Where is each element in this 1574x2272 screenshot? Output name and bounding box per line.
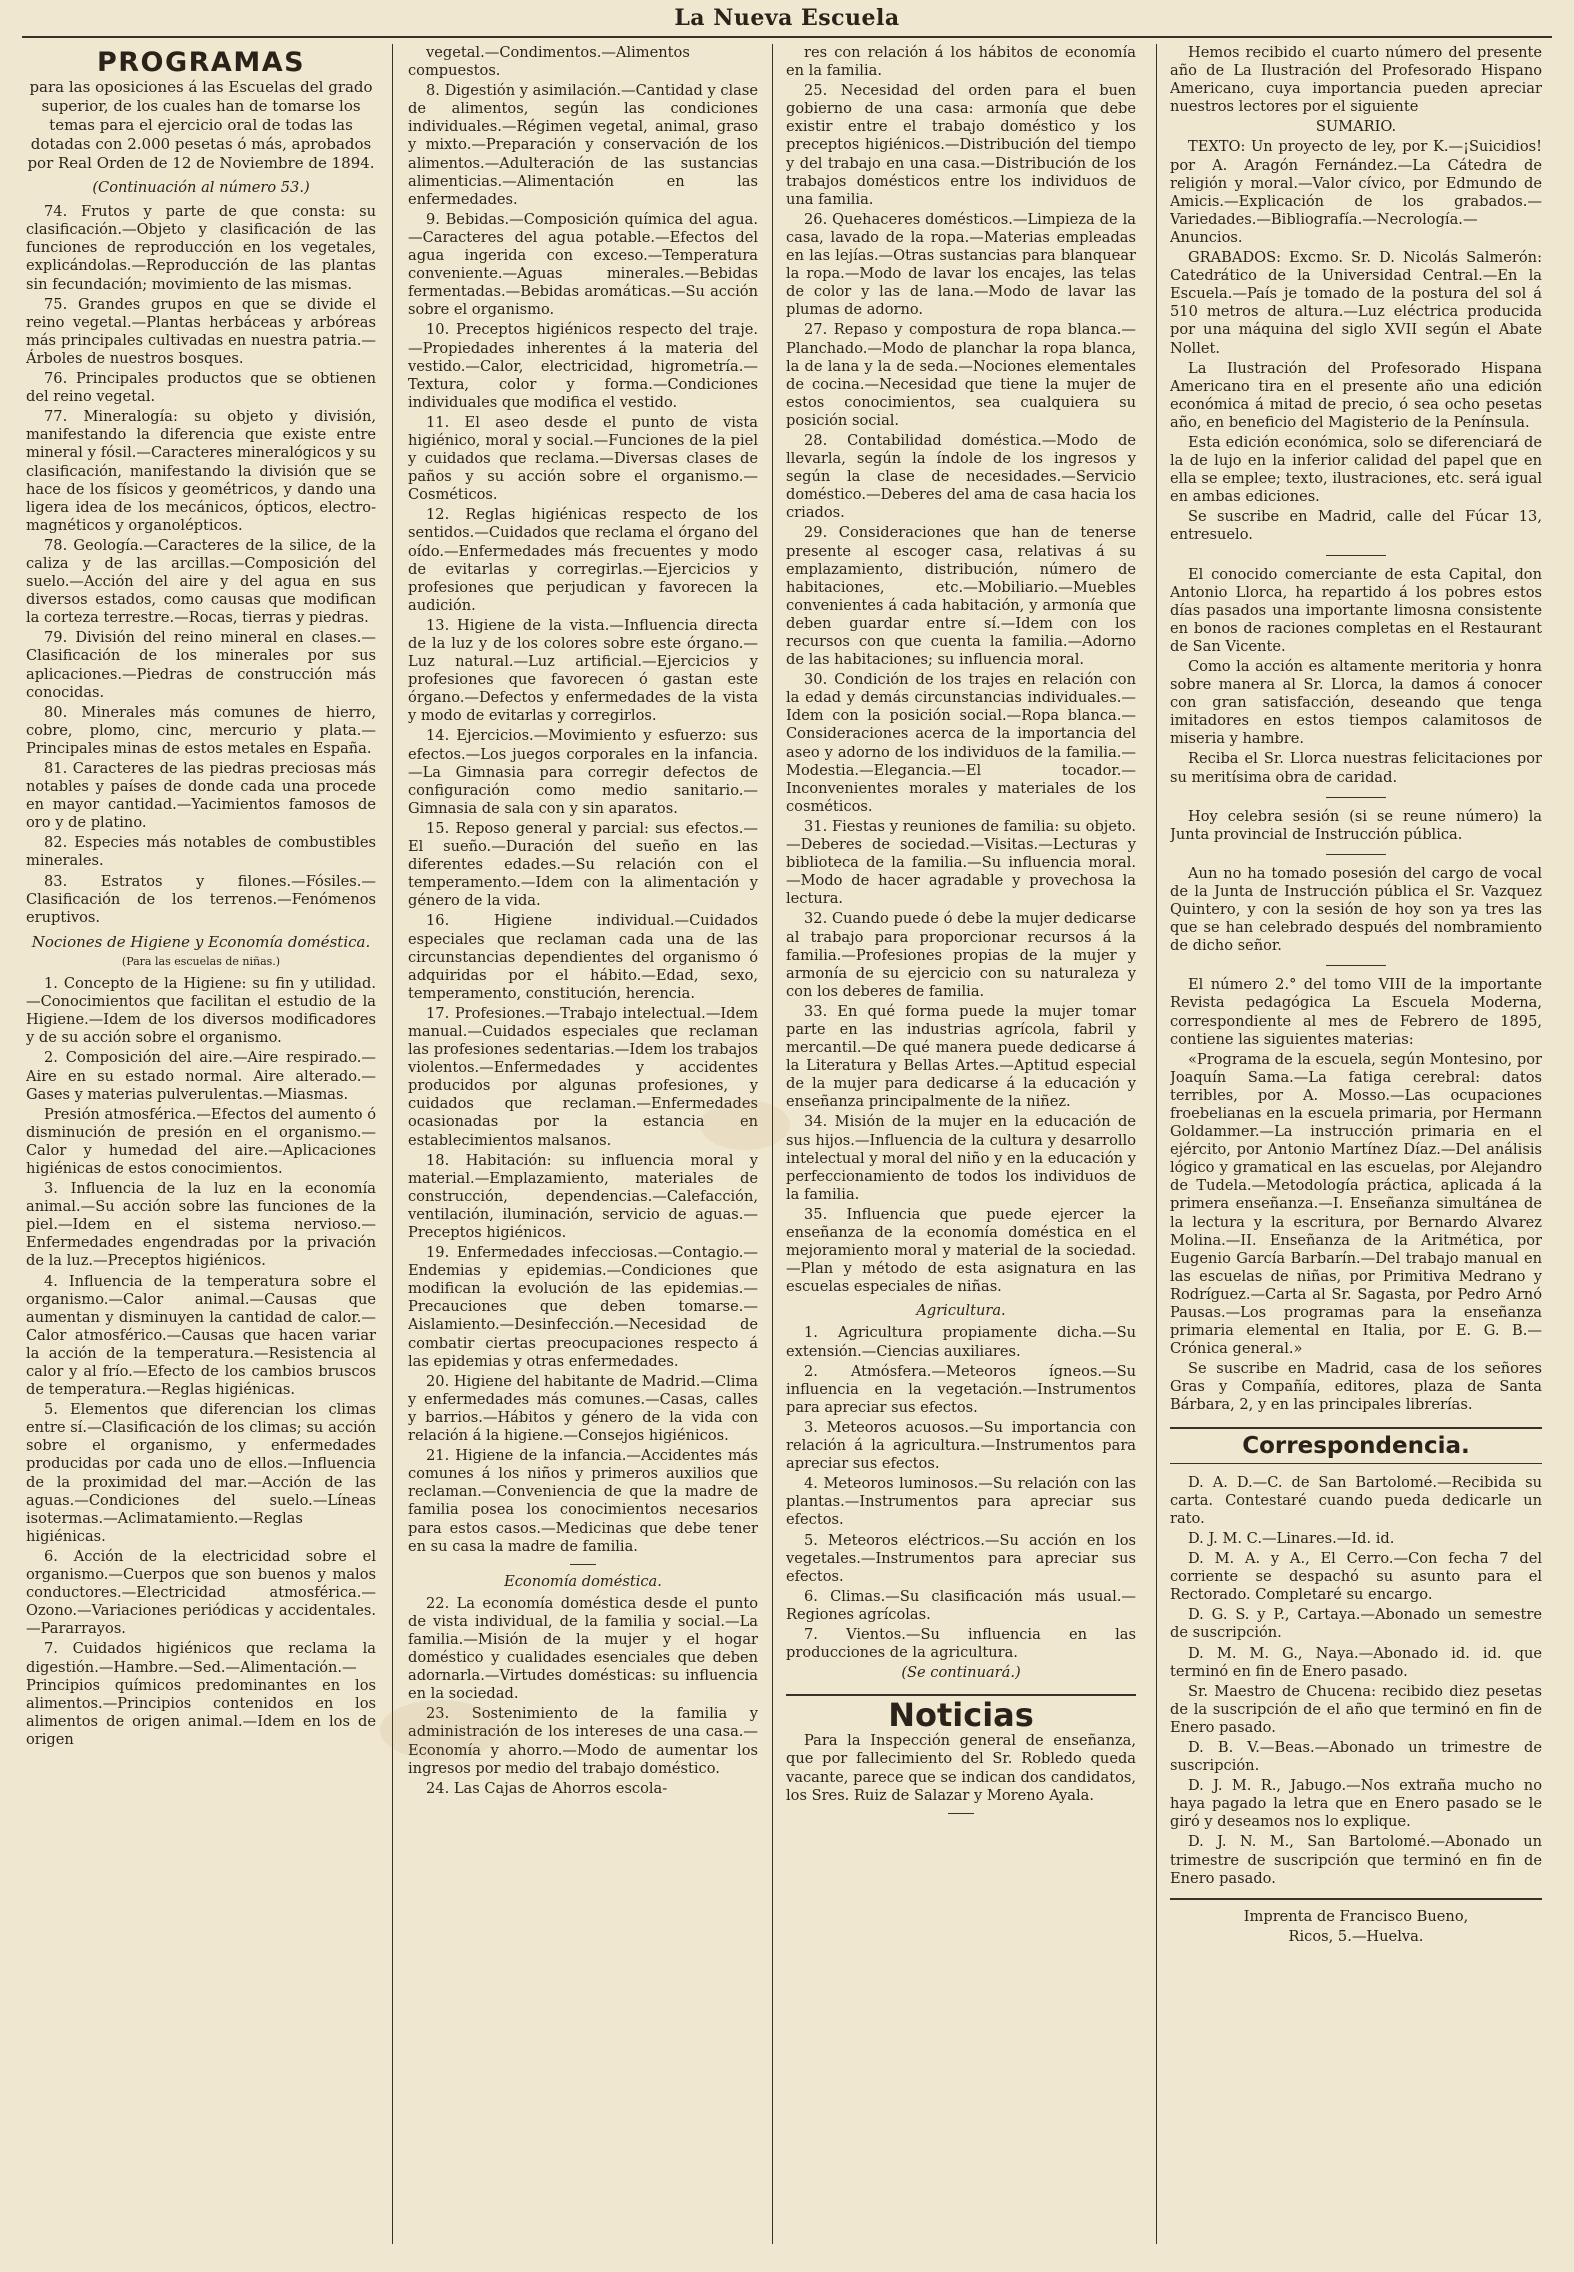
section-heading-higiene: Nociones de Higiene y Economía doméstica. <box>31 932 371 951</box>
correspondence-item: Sr. Maestro de Chucena: recibido diez pesetas de la suscripción de el año que terminó en fin de Enero pasado. <box>1170 1682 1542 1736</box>
list-item: 7. Vientos.—Su influencia en las producciones de la agricultura. <box>786 1625 1136 1662</box>
list-item: 20. Higiene del habitante de Madrid.—Clima y enfermedades más comunes.—Casas, calles y barrios.—Hábitos y género de la vida con relación á la higiene.—Consejos higiénicos. <box>408 1372 758 1445</box>
list-item: 22. La economía doméstica desde el punto de vista individual, de la familia y social.—La familia.—Misión de la mujer y el hogar doméstico y cualidades esenciales que deben adornarla.—Virtudes domésticas: su influencia en la sociedad. <box>408 1594 758 1703</box>
section-heading-agricultura: Agricultura. <box>916 1302 1006 1320</box>
news-paragraph: La Ilustración del Profesorado Hispana Americano tira en el presente año una edición económica á mitad de precio, ó sea ocho pesetas año, en beneficio del Magisterio de la Península. <box>1170 359 1542 431</box>
list-item: 17. Profesiones.—Trabajo intelectual.—Idem manual.—Cuidados especiales que reclaman las profesiones sedentarias.—Idem los trabajos violentos.—Enfermedades y accidentes producidos por algunas profesiones, y cuidados que reclaman.—Enfermedades ocasionadas por la estancia en establecimientos malsanos. <box>408 1004 758 1149</box>
list-item: 34. Misión de la mujer en la educación de sus hijos.—Influencia de la cultura y desarrollo intelectual y moral del niño y en la educación y perfeccionamiento de todos los individuos de la familia. <box>786 1113 1136 1203</box>
list-item: 80. Minerales más comunes de hierro, cobre, plomo, cinc, mercurio y plata.—Principales minas de estos metales en España. <box>26 703 376 757</box>
list-item: 18. Habitación: su influencia moral y material.—Emplazamiento, materiales de construcción, dependencias.—Calefacción, ventilación, iluminación, servicio de aguas.—Preceptos higiénicos. <box>408 1151 758 1241</box>
list-item: 4. Influencia de la temperatura sobre el organismo.—Calor animal.—Causas que aumentan y disminuyen la cantidad de calor.—Calor atmosférico.—Causas que hacen variar la acción de la temperatura.—Resistencia al calor y al frío.—Efecto de los cambios bruscos de temperatura.—Reglas higiénicas. <box>26 1272 376 1399</box>
correspondence-item: D. J. M. C.—Linares.—Id. id. <box>1188 1529 1395 1547</box>
news-paragraph: «Programa de la escuela, según Montesino, por Joaquín Sama.—La fatiga cerebral: datos terribles, por A. Mosso.—Las ocupaciones froebelianas en la escuela primaria, por Hermann Goldammer.—La instrucción primaria en el ejército, por Antonio Martínez Díaz.—Del análisis lógico y gramatical en las escuelas, por Alejandro de Tudela.—Metodología práctica, aplicada á la primera enseñanza.—I. Enseñanza simultánea de la lectura y la escritura, por Bernardo Alvarez Molina.—II. Enseñanza de la Aritmética, por Eugenio García Barbarín.—Del trabajo manual en las escuelas de niñas, por Primitiva Medrano y Rodríguez.—Carta al Sr. Sagasta, por Pedro Arnó Pausas.—Los programas para la enseñanza primaria elemental en Italia, por E. G. B.—Crónica general.» <box>1170 1050 1542 1358</box>
section-rule <box>1326 797 1386 798</box>
list-item: 29. Consideraciones que han de tenerse presente al escoger casa, relativas á su emplazamiento, distribución, número de habitaciones, etc.—Mobiliario.—Muebles convenientes á cada habitación, y armonía que deben guardar entre sí.—Idem con los recursos con que cuenta la familia.—Adorno de las habitaciones; su influencia moral. <box>786 524 1136 669</box>
correspondencia-heading: Correspondencia. <box>1170 1427 1542 1464</box>
list-item: 81. Caracteres de las piedras preciosas más notables y países de donde cada una procede en mayor cantidad.—Yacimientos famosos de oro y de platino. <box>26 760 376 832</box>
list-item: 31. Fiestas y reuniones de familia: su objeto.—Deberes de sociedad.—Visitas.—Lecturas y biblioteca de la familia.—Su influencia moral.—Modo de hacer agradable y provechosa la lectura. <box>786 817 1136 908</box>
continued-note: (Se continuará.) <box>901 1664 1021 1682</box>
list-item: 23. Sostenimiento de la familia y administración de los intereses de una casa.—Economía y ahorro.—Modo de aumentar los ingresos por medio del trabajo doméstico. <box>408 1705 758 1777</box>
news-paragraph: Hemos recibido el cuarto número del presente año de La Ilustración del Profesorado Hispano Americano, cuya importancia pueden apreciar nuestros lectores por el siguiente <box>1170 44 1542 116</box>
list-item: 13. Higiene de la vista.—Influencia directa de la luz y de los colores sobre este órgano.—Luz natural.—Luz artificial.—Ejercicios y profesiones que favorecen ó gastan este órgano.—Defectos y enfermedades de la vista y modo de evitarlas y corregirlos. <box>408 616 758 725</box>
list-item: 12. Reglas higiénicas respecto de los sentidos.—Cuidados que reclama el órgano del oído.—Enfermedades más frecuentes y modo de evitarlas y corregirlas.—Ejercicios y profesiones que perjudican y favorecen la audición. <box>408 506 758 614</box>
continuation-note: (Continuación al número 53.) <box>92 179 310 197</box>
list-item: 74. Frutos y parte de que consta: su clasificación.—Objeto y clasificación de las funciones de reproducción en los vegetales, explicándolas.—Reproducción de las plantas sin fecundación; movimiento de las mismas. <box>26 203 376 293</box>
list-item: Presión atmosférica.—Efectos del aumento ó disminución de presión en el organismo.—Calor y humedad del aire.—Aplicaciones higiénicas de estos conocimientos. <box>26 1105 376 1177</box>
list-item: 5. Meteoros eléctricos.—Su acción en los vegetales.—Instrumentos para apreciar sus efectos. <box>786 1531 1136 1585</box>
section-rule <box>1326 854 1386 855</box>
column-4 <box>1170 44 1542 2244</box>
correspondence-item: D. G. S. y P., Cartaya.—Abonado un semestre de suscripción. <box>1170 1606 1542 1642</box>
news-paragraph: TEXTO: Un proyecto de ley, por K.—¡Suicidios! por A. Aragón Fernández.—La Cátedra de religión y moral.—Valor cívico, por Edmundo de Amicis.—Explicación de los grabados.—Variedades.—Bibliografía.—Necrología.—Anuncios. <box>1170 138 1542 246</box>
sumario-heading: SUMARIO. <box>1315 118 1397 136</box>
correspondence-item: D. A. D.—C. de San Bartolomé.—Recibida su carta. Contestaré cuando pueda dedicarle un rato. <box>1170 1473 1542 1527</box>
imprint-line: Imprenta de Francisco Bueno, <box>1170 1898 1542 1926</box>
list-item: 14. Ejercicios.—Movimiento y esfuerzo: sus efectos.—Los juegos corporales en la infancia.—La Gimnasia para corregir defectos de configuración como medio sanitario.—Gimnasia de sala con y sin aparatos. <box>408 727 758 817</box>
correspondence-item: D. B. V.—Beas.—Abonado un trimestre de suscripción. <box>1170 1738 1542 1775</box>
correspondence-item: D. M. M. G., Naya.—Abonado id. id. que terminó en fin de Enero pasado. <box>1170 1644 1542 1680</box>
list-item: 11. El aseo desde el punto de vista higiénico, moral y social.—Funciones de la piel y cuidados que reclama.—Diversas clases de paños y su acción sobre el organismo.—Cosméticos. <box>408 413 758 504</box>
column-1 <box>26 44 376 2244</box>
news-paragraph: Como la acción es altamente meritoria y honra sobre manera al Sr. Llorca, la damos á conocer con gran satisfacción, deseando que tenga imitadores en estos tiempos calamitosos de miseria y hambre. <box>1170 658 1542 748</box>
list-item: 83. Estratos y filones.—Fósiles.—Clasificación de los terrenos.—Fenómenos eruptivos. <box>26 872 376 926</box>
list-item: 27. Repaso y compostura de ropa blanca.—Planchado.—Modo de planchar la ropa blanca, la de lana y la de seda.—Nociones elementales de cocina.—Necesidad que tiene la mujer de estos conocimientos, sea cualquiera su posición social. <box>786 321 1136 429</box>
noticias-heading: Noticias <box>786 1694 1136 1724</box>
list-item: 7. Cuidados higiénicos que reclama la digestión.—Hambre.—Sed.—Alimentación.—Principios químicos predominantes en los alimentos.—Principios contenidos en los alimentos de origen animal.—Idem en los de origen <box>26 1640 376 1748</box>
list-item: 24. Las Cajas de Ahorros escola- <box>426 1779 668 1797</box>
masthead-rule <box>22 36 1552 38</box>
news-paragraph: Aun no ha tomado posesión del cargo de vocal de la Junta de Instrucción pública el Sr. Vazquez Quintero, y con la sesión de hoy son ya tres las que se han celebrado después del nombramiento de dicho señor. <box>1170 864 1542 955</box>
list-item: 8. Digestión y asimilación.—Cantidad y clase de alimentos, según las condiciones individuales.—Régimen vegetal, animal, graso y mixto.—Preparación y conservación de los alimentos.—Adulteración de las sustancias alimenticias.—Alimentación en las enfermedades. <box>408 82 758 208</box>
news-paragraph: GRABADOS: Excmo. Sr. D. Nicolás Salmerón: Catedrático de la Universidad Central.—En la Escuela.—País je tomado de la postura del sol á 510 metros de altura.—Luz eléctrica producida por una máquina del siglo XVII según el Abate Nollet. <box>1170 249 1542 357</box>
list-item: 16. Higiene individual.—Cuidados especiales que reclaman cada una de las circunstancias dependientes del organismo ó adquiridas por el hábito.—Edad, sexo, temperamento, constitución, herencia. <box>408 912 758 1002</box>
list-item: 3. Meteoros acuosos.—Su importancia con relación á la agricultura.—Instrumentos para apreciar sus efectos. <box>786 1418 1136 1473</box>
section-rule <box>1326 555 1386 556</box>
list-item: vegetal.—Condimentos.—Alimentos compuestos. <box>408 44 690 80</box>
programas-heading: PROGRAMAS <box>96 47 306 78</box>
column-2 <box>408 44 758 2244</box>
column-divider <box>1156 44 1157 2244</box>
correspondence-item: D. M. A. y A., El Cerro.—Con fecha 7 del corriente se despachó su asunto para el Rectorado. Completaré su encargo. <box>1170 1550 1542 1604</box>
news-paragraph: Hoy celebra sesión (si se reune número) la Junta provincial de Instrucción pública. <box>1170 807 1542 843</box>
list-item: 5. Elementos que diferencian los climas entre sí.—Clasificación de los climas; su acción sobre el organismo, y enfermedades producidas por cada uno de ellos.—Influencia de la proximidad del mar.—Acción de las aguas.—Condiciones del suelo.—Líneas isotermas.—Aclimatamiento.—Reglas higiénicas. <box>26 1401 376 1545</box>
section-subnote: (Para las escuelas de niñas.) <box>121 954 281 968</box>
list-item: 25. Necesidad del orden para el buen gobierno de una casa: armonía que debe existir entre el trabajo doméstico y los preceptos higiénicos.—Distribución del tiempo y del trabajo en una casa.—Distribución de los trabajos domésticos entre los individuos de una familia. <box>786 82 1136 208</box>
list-item: 4. Meteoros luminosos.—Su relación con las plantas.—Instrumentos para apreciar sus efectos. <box>786 1475 1136 1529</box>
list-item: 1. Agricultura propiamente dicha.—Su extensión.—Ciencias auxiliares. <box>786 1324 1136 1360</box>
news-paragraph: Esta edición económica, solo se diferenciará de la de lujo en la inferior calidad del papel que en ella se emplee; texto, ilustraciones, etc. será igual en ambas ediciones. <box>1170 433 1542 506</box>
list-item: 3. Influencia de la luz en la economía animal.—Su acción sobre las funciones de la piel.—Idem en el sistema nervioso.—Enfermedades engendradas por la privación de la luz.—Preceptos higiénicos. <box>26 1180 376 1270</box>
list-item: 26. Quehaceres domésticos.—Limpieza de la casa, lavado de la ropa.—Materias empleadas en las lejías.—Otras sustancias para blanquear la ropa.—Modo de lavar los encajes, las telas de color y las de lana.—Modo de lavar las plumas de adorno. <box>786 210 1136 319</box>
list-item: 28. Contabilidad doméstica.—Modo de llevarla, según la índole de los ingresos y según la clase de necesidades.—Servicio doméstico.—Deberes del ama de casa hacia los criados. <box>786 431 1136 522</box>
section-heading-economia: Economía doméstica. <box>504 1572 662 1590</box>
news-paragraph: El número 2.° del tomo VIII de la importante Revista pedagógica La Escuela Moderna, correspondiente al mes de Febrero de 1895, contiene las siguientes materias: <box>1170 976 1542 1048</box>
list-item: 6. Acción de la electricidad sobre el organismo.—Cuerpos que son buenos y malos conductores.—Electricidad atmosférica.—Ozono.—Variaciones periódicas y accidentales.—Pararrayos. <box>26 1547 376 1638</box>
list-item: 82. Especies más notables de combustibles minerales. <box>26 834 376 870</box>
list-item: 21. Higiene de la infancia.—Accidentes más comunes á los niños y primeros auxilios que reclaman.—Conveniencia de que la madre de familia posea los conocimientos necesarios para estos casos.—Medicinas que debe tener en su casa la madre de familia. <box>408 1447 758 1555</box>
list-item: res con relación á los hábitos de economía en la familia. <box>786 44 1136 80</box>
list-item: 77. Mineralogía: su objeto y división, manifestando la diferencia que existe entre mineral y fósil.—Caracteres mineralógicos y su clasificación, manifestando la división que se hace de los físicos y geométricos, y dando una ligera idea de los mecánicos, ópticos, electro-magnéticos y organolépticos. <box>26 408 376 534</box>
list-item: 78. Geología.—Caracteres de la silice, de la caliza y de las arcillas.—Composición del suelo.—Acción del aire y del agua en sus diversos estados, como causas que modifican la corteza terrestre.—Rocas, tierras y piedras. <box>26 536 376 627</box>
list-item: 30. Condición de los trajes en relación con la edad y demás circunstancias individuales.—Idem con la posición social.—Ropa blanca.—Consideraciones acerca de la importancia del aseo y adorno de los individuos de la familia.—Modestia.—Elegancia.—El tocador.—Inconvenientes morales y materiales de los cosméticos. <box>786 671 1136 815</box>
section-rule <box>570 1564 596 1565</box>
list-item: 2. Composición del aire.—Aire respirado.—Aire en su estado normal. Aire alterado.—Gases y materias pulverulentas.—Miasmas. <box>26 1049 376 1103</box>
masthead-title: La Nueva Escuela <box>674 5 900 31</box>
imprint-address: Ricos, 5.—Huelva. <box>1288 1927 1424 1945</box>
news-paragraph: Para la Inspección general de enseñanza, que por fallecimiento del Sr. Robledo queda vacante, parece que se indican dos candidatos, los Sres. Ruiz de Salazar y Moreno Ayala. <box>786 1732 1136 1804</box>
column-3 <box>786 44 1136 2244</box>
list-item: 2. Atmósfera.—Meteoros ígneos.—Su influencia en la vegetación.—Instrumentos para apreciar sus efectos. <box>786 1362 1136 1416</box>
list-item: 76. Principales productos que se obtienen del reino vegetal. <box>26 370 376 406</box>
section-rule <box>948 1813 974 1814</box>
list-item: 9. Bebidas.—Composición química del agua.—Caracteres del agua potable.—Efectos del agua ingerida con exceso.—Temperatura conveniente.—Aguas minerales.—Bebidas fermentadas.—Bebidas aromáticas.—Su acción sobre el organismo. <box>408 210 758 319</box>
column-divider <box>772 44 773 2244</box>
section-rule <box>1326 965 1386 966</box>
list-item: 33. En qué forma puede la mujer tomar parte en las industrias agrícola, fabril y mercantil.—De qué manera puede dedicarse á la Literatura y Bellas Artes.—Aptitud especial de la mujer para dedicarse á la educación y enseñanza principalmente de la niñez. <box>786 1002 1136 1111</box>
list-item: 1. Concepto de la Higiene: su fin y utilidad.—Conocimientos que facilitan el estudio de la Higiene.—Idem de los diversos modificadores y de su acción sobre el organismo. <box>26 975 376 1047</box>
news-paragraph: El conocido comerciante de esta Capital, don Antonio Llorca, ha repartido á los pobres estos días pasados una importante limosna consistente en bonos de raciones completas en el Restaurant de San Vicente. <box>1170 565 1542 655</box>
news-paragraph: Se suscribe en Madrid, calle del Fúcar 13, entresuelo. <box>1170 508 1542 544</box>
news-paragraph: Reciba el Sr. Llorca nuestras felicitaciones por su meritísima obra de caridad. <box>1170 750 1542 786</box>
list-item: 6. Climas.—Su clasificación más usual.—Regiones agrícolas. <box>786 1587 1136 1623</box>
list-item: 32. Cuando puede ó debe la mujer dedicarse al trabajo para proporcionar recursos á la familia.—Profesiones propias de la mujer y armonía de su ejercicio con su naturaleza y con los deberes de familia. <box>786 910 1136 1000</box>
list-item: 75. Grandes grupos en que se divide el reino vegetal.—Plantas herbáceas y arbóreas más principales cultivadas en nuestra patria.—Árboles de nuestros bosques. <box>26 295 376 367</box>
programas-intro: para las oposiciones á las Escuelas del grado superior, de los cuales han de tomarse los temas para el ejercicio oral de todas las dotadas con 2.000 pesetas ó más, aprobados por Real Orden de 12 de Noviembre de 1894. <box>27 78 375 173</box>
list-item: 19. Enfermedades infecciosas.—Contagio.—Endemias y epidemias.—Condiciones que modifican la evolución de las epidemias.—Precauciones que deben tomarse.—Aislamiento.—Desinfección.—Necesidad de combatir ciertas preocupaciones respecto á las epidemias y otras enfermedades. <box>408 1244 758 1370</box>
correspondence-item: D. J. M. R., Jabugo.—Nos extraña mucho no haya pagado la letra que en Enero pasado se le giró y deseamos nos lo explique. <box>1170 1777 1542 1831</box>
news-paragraph: Se suscribe en Madrid, casa de los señores Gras y Compañía, editores, plaza de Santa Bárbara, 2, y en las principales librerías. <box>1170 1360 1542 1414</box>
correspondence-item: D. J. N. M., San Bartolomé.—Abonado un trimestre de suscripción que terminó en fin de Enero pasado. <box>1170 1833 1542 1887</box>
list-item: 15. Reposo general y parcial: sus efectos.—El sueño.—Duración del sueño en las diferentes edades.—Su relación con el temperamento.—Idem con la alimentación y género de la vida. <box>408 819 758 910</box>
list-item: 79. División del reino mineral en clases.—Clasificación de los minerales por sus aplicaciones.—Piedras de construcción más conocidas. <box>26 629 376 701</box>
list-item: 35. Influencia que puede ejercer la enseñanza de la economía doméstica en el mejoramiento moral y material de la sociedad.—Plan y método de esta asignatura en las escuelas especiales de niñas. <box>786 1205 1136 1296</box>
column-divider <box>392 44 393 2244</box>
list-item: 10. Preceptos higiénicos respecto del traje.—Propiedades inherentes á la materia del vestido.—Calor, electricidad, higrometría.—Textura, color y forma.—Condiciones individuales que modifica el vestido. <box>408 321 758 411</box>
